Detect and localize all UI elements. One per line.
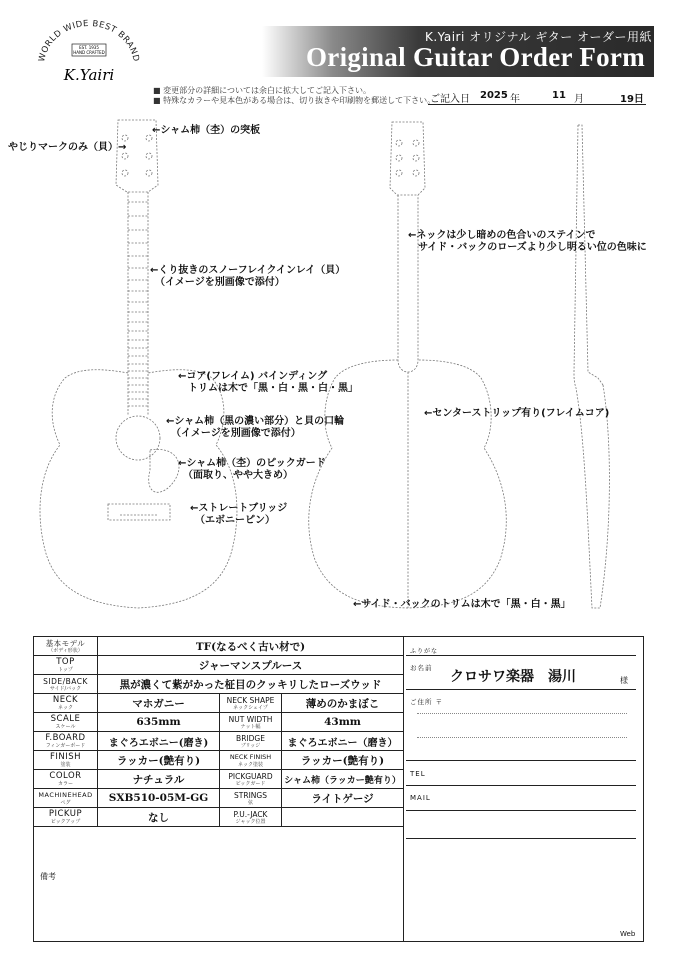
logo-est: EST. 1935 [79, 45, 99, 50]
name-label: お名前 [410, 664, 433, 672]
label-finish: FINISH [49, 751, 82, 762]
furigana-label: ふりがな [410, 648, 439, 655]
address-label: ご住所 〒 [410, 698, 444, 706]
customer-name[interactable]: クロサワ楽器 湯川 [450, 669, 576, 685]
spec-row-pickup: PICKUP ピックアップ なし P.U.-JACK ジャック位置 [34, 808, 404, 827]
name-divider [406, 689, 636, 690]
annotation-peg-mark: やじりマークのみ（貝）→ [8, 142, 127, 153]
label-nut-width: NUT WIDTH [228, 714, 273, 724]
pickguard-value[interactable]: シャム柿（ラッカー艶有り） [282, 770, 404, 789]
label-machinehead: MACHINEHEAD [38, 790, 93, 799]
address-line-2[interactable] [417, 737, 627, 738]
tel-divider [406, 785, 636, 786]
order-date-row [428, 89, 646, 105]
label-color: COLOR [49, 770, 82, 781]
label-bridge: BRIDGE [236, 733, 265, 743]
annotation-headstock-veneer: ←シャム柿（杢）の突板 [152, 125, 261, 136]
date-year[interactable]: 2025 [480, 90, 508, 101]
label-pickup: PICKUP [48, 808, 83, 819]
guitar-diagrams [0, 110, 678, 630]
pu-jack-value[interactable] [282, 808, 404, 827]
color-value[interactable]: ナチュラル [98, 770, 220, 789]
mail-label: MAIL [410, 794, 431, 802]
annotation-bridge: ←ストレートブリッジ （エボニーピン） [190, 503, 288, 526]
spec-row-neck: NECK ネック マホガニー NECK SHAPE ネックシェイプ 薄めのかまぼこ [34, 694, 404, 713]
logo-arc-text: WORLD WIDE BEST BRAND [37, 18, 141, 63]
remarks-label: 備考 [40, 872, 56, 881]
spec-table [33, 636, 404, 827]
brand-logo [34, 18, 144, 98]
back-view-guitar [309, 122, 507, 608]
label-strings: STRINGS [234, 790, 267, 800]
annotation-pickguard: ←シャム柿（杢）のピックガード （面取り、やや大きめ） [178, 458, 326, 481]
web-label: Web [620, 930, 636, 938]
spec-row-finish: FINISH 塗装 ラッカー(艶有り) NECK FINISH ネック塗装 ラッカー(艶有り) [34, 751, 404, 770]
spec-row-top: TOP トップ ジャーマンスプルース [34, 656, 404, 675]
date-label: ご記入日 [430, 94, 470, 105]
furigana-divider [406, 655, 636, 656]
logo-brand: K.Yairi [63, 66, 115, 84]
spec-row-scale: SCALE スケール 635mm NUT WIDTH ナット幅 43mm [34, 713, 404, 732]
front-view-guitar [40, 120, 237, 608]
mail-divider [406, 810, 636, 811]
side-view-guitar [574, 125, 609, 608]
strings-value[interactable]: ライトゲージ [282, 789, 404, 808]
label-fboard: F.BOARD [45, 732, 86, 743]
annotation-binding: ←コア(フレイム) バインディング トリムは木で「黒・白・黒・白・黒」 [178, 371, 358, 394]
scale-value[interactable]: 635mm [98, 713, 220, 732]
spec-row-color: COLOR カラー ナチュラル PICKGUARD ピックガード シャム柿（ラッカー艶有り） [34, 770, 404, 789]
label-neck-shape: NECK SHAPE [226, 695, 275, 705]
neck-shape-value[interactable]: 薄めのかまぼこ [282, 694, 404, 713]
side-back-value[interactable]: 黒が濃くて紫がかった柾目のクッキリしたローズウッド [98, 675, 404, 694]
spec-row-machinehead: MACHINEHEAD ペグ SXB510-05M-GG STRINGS 弦 ライトゲージ [34, 789, 404, 808]
spec-row-side-back: SIDE/BACK サイド/バック 黒が濃くて紫がかった柾目のクッキリしたローズウッド [34, 675, 404, 694]
annotation-inlay: ←くり抜きのスノーフレイクインレイ（貝） （イメージを別画像で添付） [150, 265, 346, 288]
logo-crafted: HAND CRAFTED [73, 50, 105, 55]
note-1: ■ 変更部分の詳細については余白に拡大してご記入下さい。 [153, 86, 371, 95]
nut-width-value[interactable]: 43mm [282, 713, 404, 732]
machinehead-value[interactable]: SXB510-05M-GG [98, 789, 220, 808]
date-day[interactable]: 19日 [620, 94, 644, 105]
finish-value[interactable]: ラッカー(艶有り) [98, 751, 220, 770]
label-neck: NECK [52, 694, 79, 705]
label-base-model: 基本モデル [45, 638, 86, 648]
annotation-rosette: ←シャム柿（黒の濃い部分）と貝の口輪 （イメージを別画像で添付） [166, 416, 345, 439]
tel-label: TEL [410, 770, 426, 778]
label-neck-finish: NECK FINISH [229, 752, 272, 761]
header-subtitle: K.Yairi オリジナル ギター オーダー用紙 [425, 30, 653, 44]
label-side-back: SIDE/BACK [43, 676, 88, 686]
address-line-1[interactable] [417, 713, 627, 714]
address-divider [406, 760, 636, 761]
top-value[interactable]: ジャーマンスプルース [98, 656, 404, 675]
date-month-unit: 月 [574, 94, 584, 105]
note-2: ■ 特殊なカラーや見本色がある場合は、切り抜きや印刷物を郵送して下さい。 [153, 96, 436, 105]
date-month[interactable]: 11 [552, 90, 566, 101]
extra-divider [406, 838, 636, 839]
base-model-value[interactable]: TF(なるべく古い材で) [98, 637, 404, 656]
neck-value[interactable]: マホガニー [98, 694, 220, 713]
spec-row-fboard: F.BOARD フィンガーボード まぐろエボニー(磨き) BRIDGE ブリッジ まぐろエボニー（磨き） [34, 732, 404, 751]
remarks-field[interactable] [40, 882, 400, 938]
date-year-unit: 年 [510, 94, 520, 105]
annotation-center-strip: ←センターストリップ有り(フレイムコア) [424, 408, 610, 419]
pickup-value[interactable]: なし [98, 808, 220, 827]
annotation-side-back-trim: ←サイド・バックのトリムは木で「黒・白・黒」 [353, 599, 571, 610]
neck-finish-value[interactable]: ラッカー(艶有り) [282, 751, 404, 770]
page-title: Original Guitar Order Form [306, 42, 646, 72]
spec-row-base-model: 基本モデル （ボディ形状） TF(なるべく古い材で) [34, 637, 404, 656]
label-pickguard: PICKGUARD [228, 771, 273, 781]
honorific: 様 [620, 676, 628, 685]
label-pu-jack: P.U.-JACK [233, 809, 268, 819]
label-scale: SCALE [50, 713, 81, 724]
bridge-value[interactable]: まぐろエボニー（磨き） [282, 732, 404, 751]
label-top: TOP [56, 656, 75, 667]
fboard-value[interactable]: まぐろエボニー(磨き) [98, 732, 220, 751]
annotation-neck-stain: ←ネックは少し暗めの色合いのステインで サイド・バックのローズより少し明るい位の色味に [408, 230, 647, 253]
